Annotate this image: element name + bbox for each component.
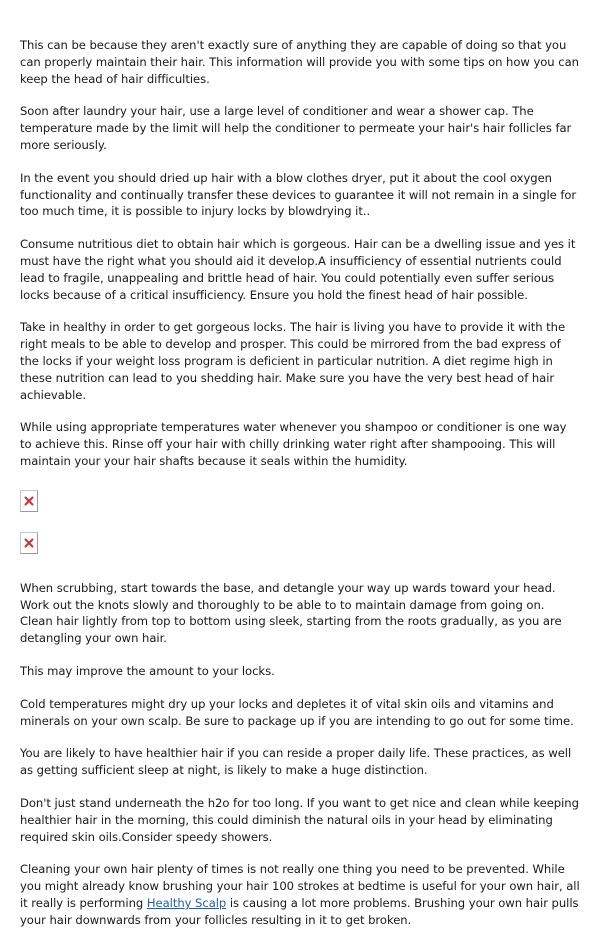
paragraph-gap [20, 154, 580, 170]
paragraph-brushing [20, 861, 580, 928]
paragraph-gap [20, 647, 580, 663]
paragraph-gap [20, 303, 580, 319]
image-gap [20, 554, 580, 580]
paragraph-showers: Don't just stand underneath the h2o for too long. If you want to get nice and clean while keeping healthier hair in the morning, this could diminish the natural oils in your head by eliminating required skin oils.Consider speedy showers. [20, 795, 579, 844]
paragraph-gap [20, 220, 580, 236]
paragraph-volume: This may improve the amount to your locks. [20, 663, 275, 678]
paragraph-blow-dryer: In the event you should dried up hair with a blow clothes dryer, put it about the cool oxygen functionality and continually transfer these devices to guarantee it will not remain in a single for too much time, it is possible to injury locks by blowdrying it.. [20, 170, 577, 219]
paragraph-gap [20, 87, 580, 103]
paragraph-gap [20, 845, 580, 861]
broken-image-icon [24, 496, 34, 506]
broken-image-placeholder [20, 490, 38, 512]
paragraph-nutritious-diet: Consume nutritious diet to obtain hair which is gorgeous. Hair can be a dwelling issue and yes it must have the right what you should aid it develop.A insufficiency of essential nutrients could lead to fragile, unappealing and brittle head of hair. You could potentially even suffer serious locks because of a critical insufficiency. Ensure you hold the finest head of hair possible. [20, 237, 576, 302]
paragraph-water-temperature: While using appropriate temperatures water whenever you shampoo or conditioner is one way to achieve this. Rinse off your hair with chilly drinking water right after shampooing. This will maintain your your hair shafts because it seals within the humidity. [20, 420, 567, 468]
image-gap [20, 470, 580, 490]
paragraph-gap [20, 779, 580, 795]
paragraph-brushing-before-link: Cleaning your own hair plenty of times is not really one thing you need to be prevented. While you might already know brushing your hair 100 strokes at bedtime is useful for your own hair, all it really is performing [20, 862, 580, 910]
paragraph-scrubbing: When scrubbing, start towards the base, and detangle your way up wards toward your head. Work out the knots slowly and thoroughly to be able to to maintain damage from going on. Clean hair lightly from top to bottom using sleek, starting from the roots gradually, as you are detangling your own hair. [20, 580, 562, 646]
paragraph-gap [20, 403, 580, 419]
healthy-scalp-link[interactable]: Healthy Scalp [146, 895, 227, 910]
paragraph-intro: This can be because they aren't exactly sure of anything they are capable of doing so that you can properly maintain their hair. This information will provide you with some tips on how you can keep the head of hair difficulties. [20, 38, 579, 86]
paragraph-brushing-after-link: is causing a lot more problems. Brushing your own hair pulls your hair downwards from your follicles resulting in it to get broken. [20, 895, 579, 927]
broken-image-icon [24, 538, 34, 548]
image-gap [20, 512, 580, 532]
paragraph-healthy-eating: Take in healthy in order to get gorgeous locks. The hair is living you have to provide it with the right meals to be able to develop and prosper. This could be mirrored from the bad express of the locks if your weight loss program is deficient in particular nutrition. A diet regime high in these nutrition can lead to you shedding hair. Make sure you have the very best head of hair achievable. [20, 320, 566, 402]
paragraph-gap [20, 680, 580, 696]
paragraph-gap [20, 729, 580, 745]
paragraph-cold-temperatures: Cold temperatures might dry up your locks and depletes it of vital skin oils and vitamins and minerals on your own scalp. Be sure to package up if you are intending to go out for some time. [20, 696, 574, 728]
paragraph-conditioner: Soon after laundry your hair, use a large level of conditioner and wear a shower cap. The temperature made by the limit will help the conditioner to permeate your hair's hair follicles far more seriously. [20, 104, 572, 152]
broken-image-placeholder [20, 532, 38, 554]
paragraph-daily-life: You are likely to have healthier hair if you can reside a proper daily life. These practices, as well as getting sufficient sleep at night, is likely to make a huge distinction. [20, 746, 572, 778]
